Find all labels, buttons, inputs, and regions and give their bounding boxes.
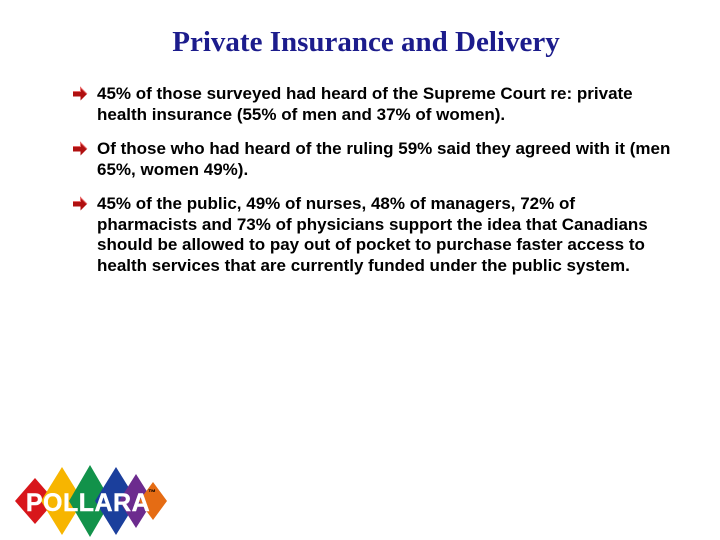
bullet-text: Of those who had heard of the ruling 59% said they agreed with it (men 65%, women 49%). <box>97 139 671 179</box>
bullet-text: 45% of those surveyed had heard of the Supreme Court re: private health insurance (55% of men and 37% of women). <box>97 84 633 124</box>
bullet-text: 45% of the public, 49% of nurses, 48% of managers, 72% of pharmacists and 73% of physicians support the idea that Canadians should be allowed to pay out of pocket to purchase faster access to health services that are currently funded under the public system. <box>97 194 648 275</box>
right-arrow-icon <box>72 84 88 104</box>
bullet-item <box>72 84 672 125</box>
bullet-item <box>72 139 672 180</box>
logo-trademark: ™ <box>148 488 156 497</box>
pollara-logo <box>15 462 167 540</box>
bullet-list <box>72 84 672 290</box>
right-arrow-icon <box>72 139 88 159</box>
logo-wordmark: POLLARA <box>25 489 151 517</box>
right-arrow-icon <box>72 194 88 214</box>
bullet-item <box>72 194 672 276</box>
slide-title: Private Insurance and Delivery <box>172 26 560 58</box>
